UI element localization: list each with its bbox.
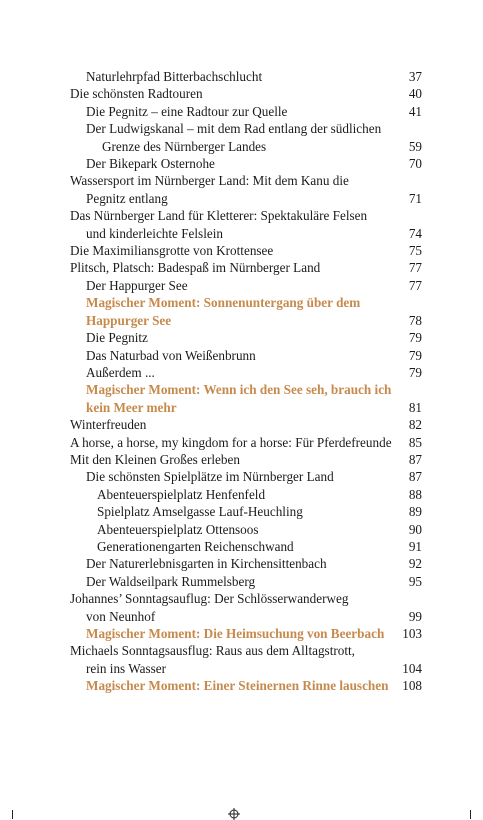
toc-entry-title-line: Die Pegnitz (86, 330, 148, 346)
toc-entry-title-line: Winterfreuden (70, 417, 147, 433)
toc-entry-page-number: 104 (402, 660, 422, 676)
toc-entry-title-line: von Neunhof (86, 608, 156, 624)
toc-entry-title-line: Der Happurger See (86, 277, 188, 293)
toc-entry-title-line: Das Nürnberger Land für Kletterer: Spektakuläre Felsen (70, 208, 368, 224)
toc-entry (70, 416, 422, 433)
toc-entry-title-line: Pegnitz entlang (86, 190, 168, 206)
toc-entry-title-line: Der Ludwigskanal – mit dem Rad entlang der südlichen (86, 121, 382, 137)
toc-entry-title (70, 103, 396, 120)
toc-entry (70, 103, 422, 120)
toc-entry-page-number: 41 (408, 103, 422, 119)
toc-entry (70, 573, 422, 590)
toc-entry (70, 364, 422, 381)
toc-entry-title-line: Mit den Kleinen Großes erleben (70, 451, 240, 467)
toc-entry (70, 521, 422, 538)
toc-entry-title-line: Wassersport im Nürnberger Land: Mit dem Kanu die (70, 173, 349, 189)
toc-entry (70, 503, 422, 520)
toc-entry-title (70, 677, 396, 694)
toc-entry-title-line: Der Waldseilpark Rummelsberg (86, 573, 256, 589)
toc-entry (70, 451, 422, 468)
toc-entry-title (70, 207, 396, 242)
toc-entry-title-line: Michaels Sonntagsausflug: Raus aus dem Alltagstrott, (70, 643, 355, 659)
toc-entry-highlight (70, 625, 422, 642)
toc-entry (70, 434, 422, 451)
toc-entry-title (70, 120, 396, 155)
toc-entry-page-number: 92 (408, 556, 422, 572)
toc-entry (70, 155, 422, 172)
toc-entry-page-number: 85 (408, 434, 422, 450)
toc-entry-title-line: Naturlehrpfad Bitterbachschlucht (86, 69, 263, 84)
table-of-contents (70, 68, 422, 695)
toc-entry-highlight (70, 381, 422, 416)
toc-entry-page-number: 95 (408, 573, 422, 589)
toc-entry-title (70, 155, 396, 172)
toc-entry-title-line: Der Bikepark Osternohe (86, 156, 215, 172)
toc-entry (70, 207, 422, 242)
toc-entry-title (70, 364, 396, 381)
toc-entry (70, 172, 422, 207)
toc-entry-title-line: Plitsch, Platsch: Badespaß im Nürnberger Land (70, 260, 321, 276)
toc-entry (70, 486, 422, 503)
toc-entry-page-number: 108 (402, 678, 422, 694)
toc-entry-page-number: 99 (408, 608, 422, 624)
toc-entry-title (70, 434, 396, 451)
toc-entry-page-number: 87 (408, 469, 422, 485)
toc-entry-page-number: 87 (408, 451, 422, 467)
toc-entry-page-number: 79 (408, 364, 422, 380)
toc-entry (70, 120, 422, 155)
toc-entry (70, 329, 422, 346)
toc-entry-title (70, 573, 396, 590)
toc-entry-title-line: rein ins Wasser (86, 660, 166, 676)
registration-mark-icon (228, 808, 240, 820)
toc-entry-title-line: kein Meer mehr (86, 399, 177, 415)
toc-entry-title (70, 347, 396, 364)
toc-entry-title-line: Abenteuerspielplatz Ottensoos (97, 521, 259, 537)
toc-entry-page-number: 75 (408, 243, 422, 259)
toc-entry-page-number: 70 (408, 156, 422, 172)
toc-entry-page-number: 89 (408, 504, 422, 520)
toc-entry (70, 642, 422, 677)
toc-entry (70, 555, 422, 572)
toc-entry-title (70, 329, 396, 346)
toc-entry-title (70, 468, 396, 485)
toc-entry-title (70, 538, 396, 555)
toc-entry-title (70, 451, 396, 468)
toc-entry-page-number: 37 (408, 69, 422, 84)
toc-entry-page-number: 59 (408, 138, 422, 154)
toc-entry-title-line: Die Maximiliansgrotte von Krottensee (70, 243, 274, 259)
toc-entry-page-number: 103 (402, 626, 422, 641)
toc-entry-title (70, 416, 396, 433)
toc-entry-title (70, 85, 396, 102)
toc-entry-page-number: 77 (408, 277, 422, 293)
toc-entry-title (70, 172, 396, 207)
toc-entry-title-line: Grenze des Nürnberger Landes (102, 138, 267, 154)
toc-entry-title-line: Magischer Moment: Einer Steinernen Rinne lauschen (86, 678, 389, 694)
toc-entry-page-number: 90 (408, 521, 422, 537)
toc-entry-title-line: Magischer Moment: Die Heimsuchung von Beerbach (86, 626, 385, 641)
crop-mark-right (470, 810, 471, 819)
toc-entry-title-line: Der Naturerlebnisgarten in Kirchensittenbach (86, 556, 327, 572)
toc-entry-title-line: Magischer Moment: Wenn ich den See seh, brauch ich (86, 382, 392, 398)
toc-entry-title-line: Magischer Moment: Sonnenuntergang über dem (86, 295, 361, 311)
toc-entry-title (70, 642, 396, 677)
toc-entry-page-number: 88 (408, 486, 422, 502)
toc-entry-title-line: Happurger See (86, 312, 172, 328)
toc-entry-title (70, 625, 396, 642)
toc-entry (70, 538, 422, 555)
toc-entry-highlight (70, 294, 422, 329)
toc-entry-page-number: 74 (408, 225, 422, 241)
toc-entry-title (70, 555, 396, 572)
toc-entry-title-line: und kinderleichte Felslein (86, 225, 223, 241)
toc-entry-title (70, 277, 396, 294)
toc-entry-title-line: Die schönsten Radtouren (70, 86, 203, 102)
toc-entry (70, 468, 422, 485)
toc-entry-title (70, 259, 396, 276)
toc-entry (70, 85, 422, 102)
toc-entry-page-number: 71 (408, 190, 422, 206)
toc-entry (70, 347, 422, 364)
toc-entry-title-line: Das Naturbad von Weißenbrunn (86, 347, 256, 363)
toc-entry-page-number: 82 (408, 417, 422, 433)
toc-entry-highlight (70, 677, 422, 694)
toc-entry-title (70, 521, 396, 538)
toc-entry (70, 242, 422, 259)
toc-entry-title-line: Generationengarten Reichenschwand (97, 538, 294, 554)
toc-entry-title (70, 590, 396, 625)
toc-entry (70, 68, 422, 85)
toc-entry-title-line: Abenteuerspielplatz Henfenfeld (97, 486, 266, 502)
toc-entry-title (70, 503, 396, 520)
toc-entry-title (70, 242, 396, 259)
toc-entry-title-line: Die schönsten Spielplätze im Nürnberger Land (86, 469, 334, 485)
toc-entry-title (70, 68, 396, 85)
toc-entry-title-line: Johannes’ Sonntagsauflug: Der Schlösserwanderweg (70, 591, 349, 607)
toc-entry-page-number: 77 (408, 260, 422, 276)
toc-entry-page-number: 91 (408, 538, 422, 554)
toc-entry (70, 590, 422, 625)
crop-mark-left (12, 810, 13, 819)
toc-entry-title (70, 486, 396, 503)
toc-entry-title (70, 381, 396, 416)
toc-entry-title-line: Spielplatz Amselgasse Lauf-Heuchling (97, 504, 303, 520)
toc-entry (70, 259, 422, 276)
toc-entry-page-number: 79 (408, 347, 422, 363)
toc-entry-page-number: 40 (408, 86, 422, 102)
toc-entry-title (70, 294, 396, 329)
toc-entry-page-number: 79 (408, 330, 422, 346)
toc-entry-page-number: 78 (408, 312, 422, 328)
toc-entry-page-number: 81 (408, 399, 422, 415)
toc-entry (70, 277, 422, 294)
toc-entry-title-line: Außerdem ... (86, 364, 155, 380)
toc-entry-title-line: Die Pegnitz – eine Radtour zur Quelle (86, 103, 288, 119)
toc-entry-title-line: A horse, a horse, my kingdom for a horse: Für Pferdefreunde (70, 434, 392, 450)
